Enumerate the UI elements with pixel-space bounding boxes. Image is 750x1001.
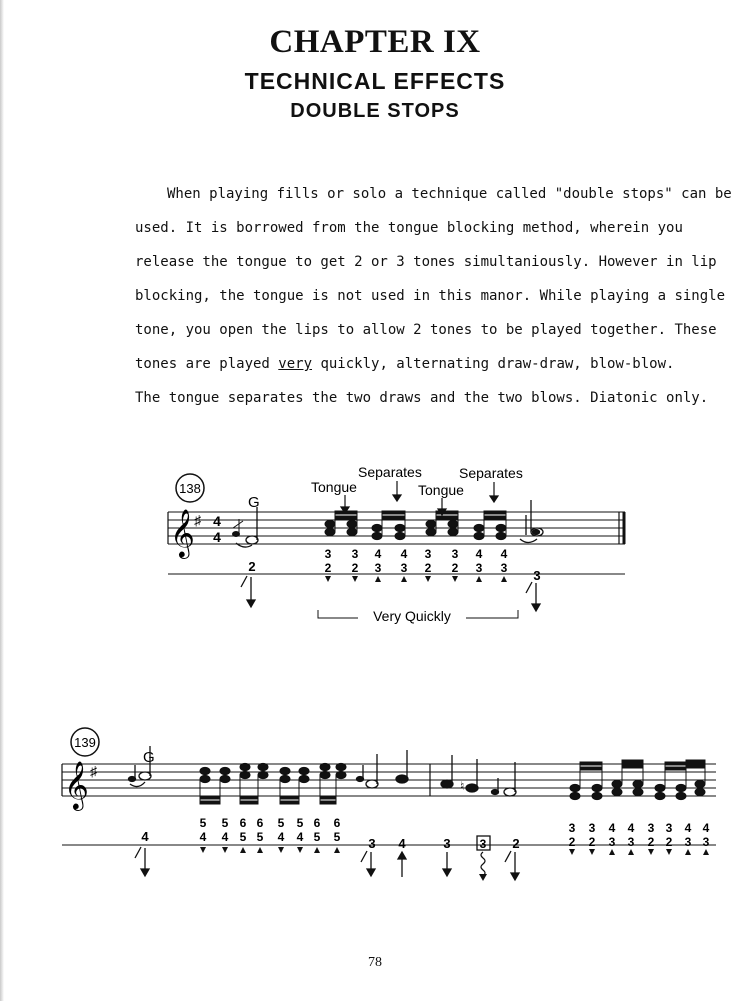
bracket-label: Very Quickly [373,608,451,624]
hole-number: 3 [351,547,359,561]
paragraph-line: used. It is borrowed from the tongue blocking method, wherein you [135,220,683,236]
blow-arrow-icon [334,847,340,853]
hole-number: 4 [475,547,483,561]
hole-number: 4 [702,821,710,835]
bend-wave-icon [481,852,485,876]
double-stop-notes [325,511,506,540]
paragraph-line: release the tongue to get 2 or 3 tones simultaniously. However in lip [135,254,717,270]
hole-number: 3 [500,561,508,575]
hole-number: 2 [568,835,576,849]
double-stop-notes [200,763,346,804]
double-stop-tab [200,816,341,844]
draw-arrow-icon [452,576,458,582]
hole-number: 3 [568,821,576,835]
draw-arrow-icon [666,849,672,855]
paragraph-line: blocking, the tongue is not used in this manor. While playing a single [135,288,726,304]
hole-number: 6 [239,816,247,830]
draw-arrow-icon [526,582,540,611]
draw-arrow-icon [200,847,206,853]
hole-number: 2 [451,561,459,575]
hole-number: 2 [351,561,359,575]
hole-number: 4 [398,836,406,851]
draw-arrow-icon [425,576,431,582]
hole-number: 3 [533,568,541,583]
example-number-badge [176,474,204,502]
single-notes [357,750,517,796]
example-number: 138 [179,481,201,496]
separates-label: Separates [459,465,523,481]
chapter-subtitle: TECHNICAL EFFECTS [244,68,506,94]
hole-number: 4 [221,830,229,844]
hole-number: 3 [647,821,655,835]
draw-arrow-icon [241,576,255,607]
blow-arrow-icon [703,849,709,855]
hole-number: 2 [248,559,256,574]
hole-number: 3 [588,821,596,835]
hole-number: 4 [627,821,635,835]
blow-arrow-icon [628,849,634,855]
hole-number: 3 [451,547,459,561]
blow-arrow-icon [375,576,381,582]
hole-number: 4 [199,830,207,844]
hole-number: 5 [333,830,341,844]
draw-arrow-icon [648,849,654,855]
tongue-label: Tongue [311,479,357,495]
hole-number: 3 [479,837,487,851]
page-number: 78 [368,955,382,970]
example-number-badge [71,728,99,756]
hole-number: 5 [239,830,247,844]
hole-number: 5 [221,816,229,830]
paragraph-line [135,350,675,384]
hole-number: 4 [296,830,304,844]
hole-number: 4 [400,547,408,561]
tongue-label: Tongue [418,482,464,498]
hole-number: 3 [400,561,408,575]
hole-number: 6 [256,816,264,830]
hole-number: 6 [313,816,321,830]
draw-arrow-icon [569,849,575,855]
time-signature-bottom: 4 [213,529,221,545]
hole-number: 3 [443,836,451,851]
hole-number: 2 [424,561,432,575]
hole-number: 2 [665,835,673,849]
hole-number: 2 [512,836,520,851]
hole-number: 4 [141,829,149,844]
hole-number: 4 [374,547,382,561]
hole-number: 3 [608,835,616,849]
section-title: DOUBLE STOPS [290,100,460,122]
hole-number: 3 [374,561,382,575]
key-signature-sharp-icon: ♯ [194,512,201,528]
double-stop-arrows-group2 [569,849,709,855]
hole-number: 6 [333,816,341,830]
double-stop-arrows [200,847,340,853]
hole-number: 4 [684,821,692,835]
hole-number: 4 [608,821,616,835]
blow-arrow-icon [240,847,246,853]
draw-arrow-icon [361,851,375,876]
paragraph-text: quickly, alternating draw-draw, blow-blow. [312,356,675,372]
blow-arrow-icon [501,576,507,582]
hole-number: 3 [702,835,710,849]
hole-number: 4 [277,830,285,844]
hole-number: 5 [296,816,304,830]
blow-arrow-icon [401,576,407,582]
hole-number: 2 [647,835,655,849]
double-stop-arrows [325,576,507,582]
example-number: 139 [74,735,96,750]
hole-number: 4 [500,547,508,561]
draw-arrow-icon [278,847,284,853]
hole-number: 2 [324,561,332,575]
paragraph-text: tones are played [135,356,279,372]
draw-arrow-icon [589,849,595,855]
body-paragraph [135,180,732,418]
draw-arrow-icon [297,847,303,853]
blow-arrow-icon [257,847,263,853]
draw-arrow-icon [135,847,149,876]
chapter-title: CHAPTER IX [269,24,481,60]
blow-arrow-icon [609,849,615,855]
hole-number: 3 [627,835,635,849]
time-signature-top: 4 [213,513,221,529]
paragraph-line: The tongue separates the two draws and the two blows. Diatonic only. [135,390,709,406]
draw-arrow-icon [443,852,451,876]
hole-number: 3 [324,547,332,561]
paragraph-line: tone, you open the lips to allow 2 tones to be played together. These [135,322,717,338]
hole-number: 5 [313,830,321,844]
hole-number: 3 [424,547,432,561]
paragraph-line: When playing fills or solo a technique called "double stops" can be [167,186,732,202]
hole-number: 3 [684,835,692,849]
blow-arrow-icon [398,852,406,877]
double-stop-tab [325,547,508,575]
chord-symbol: G [143,749,155,766]
hole-number: 3 [665,821,673,835]
bend-box [477,836,490,881]
separates-label: Separates [358,464,422,480]
hole-number: 5 [199,816,207,830]
hole-number: 5 [256,830,264,844]
hole-number: 5 [277,816,285,830]
draw-arrow-icon [505,851,519,880]
treble-clef-icon: 𝄞 [170,509,195,556]
example-139 [0,722,750,902]
draw-arrow-icon [325,576,331,582]
underlined-word: very [278,356,313,372]
blow-arrow-icon [314,847,320,853]
hole-number: 2 [588,835,596,849]
example-138 [0,455,750,635]
hole-number: 3 [368,836,376,851]
blow-arrow-icon [476,576,482,582]
natural-sign-icon: ♮ [460,779,465,793]
blow-arrow-icon [685,849,691,855]
hole-number: 3 [475,561,483,575]
treble-clef-icon: 𝄞 [64,761,89,808]
key-signature-sharp-icon: ♯ [90,763,97,779]
chord-symbol: G [248,494,260,511]
draw-arrow-icon [222,847,228,853]
draw-arrow-icon [352,576,358,582]
